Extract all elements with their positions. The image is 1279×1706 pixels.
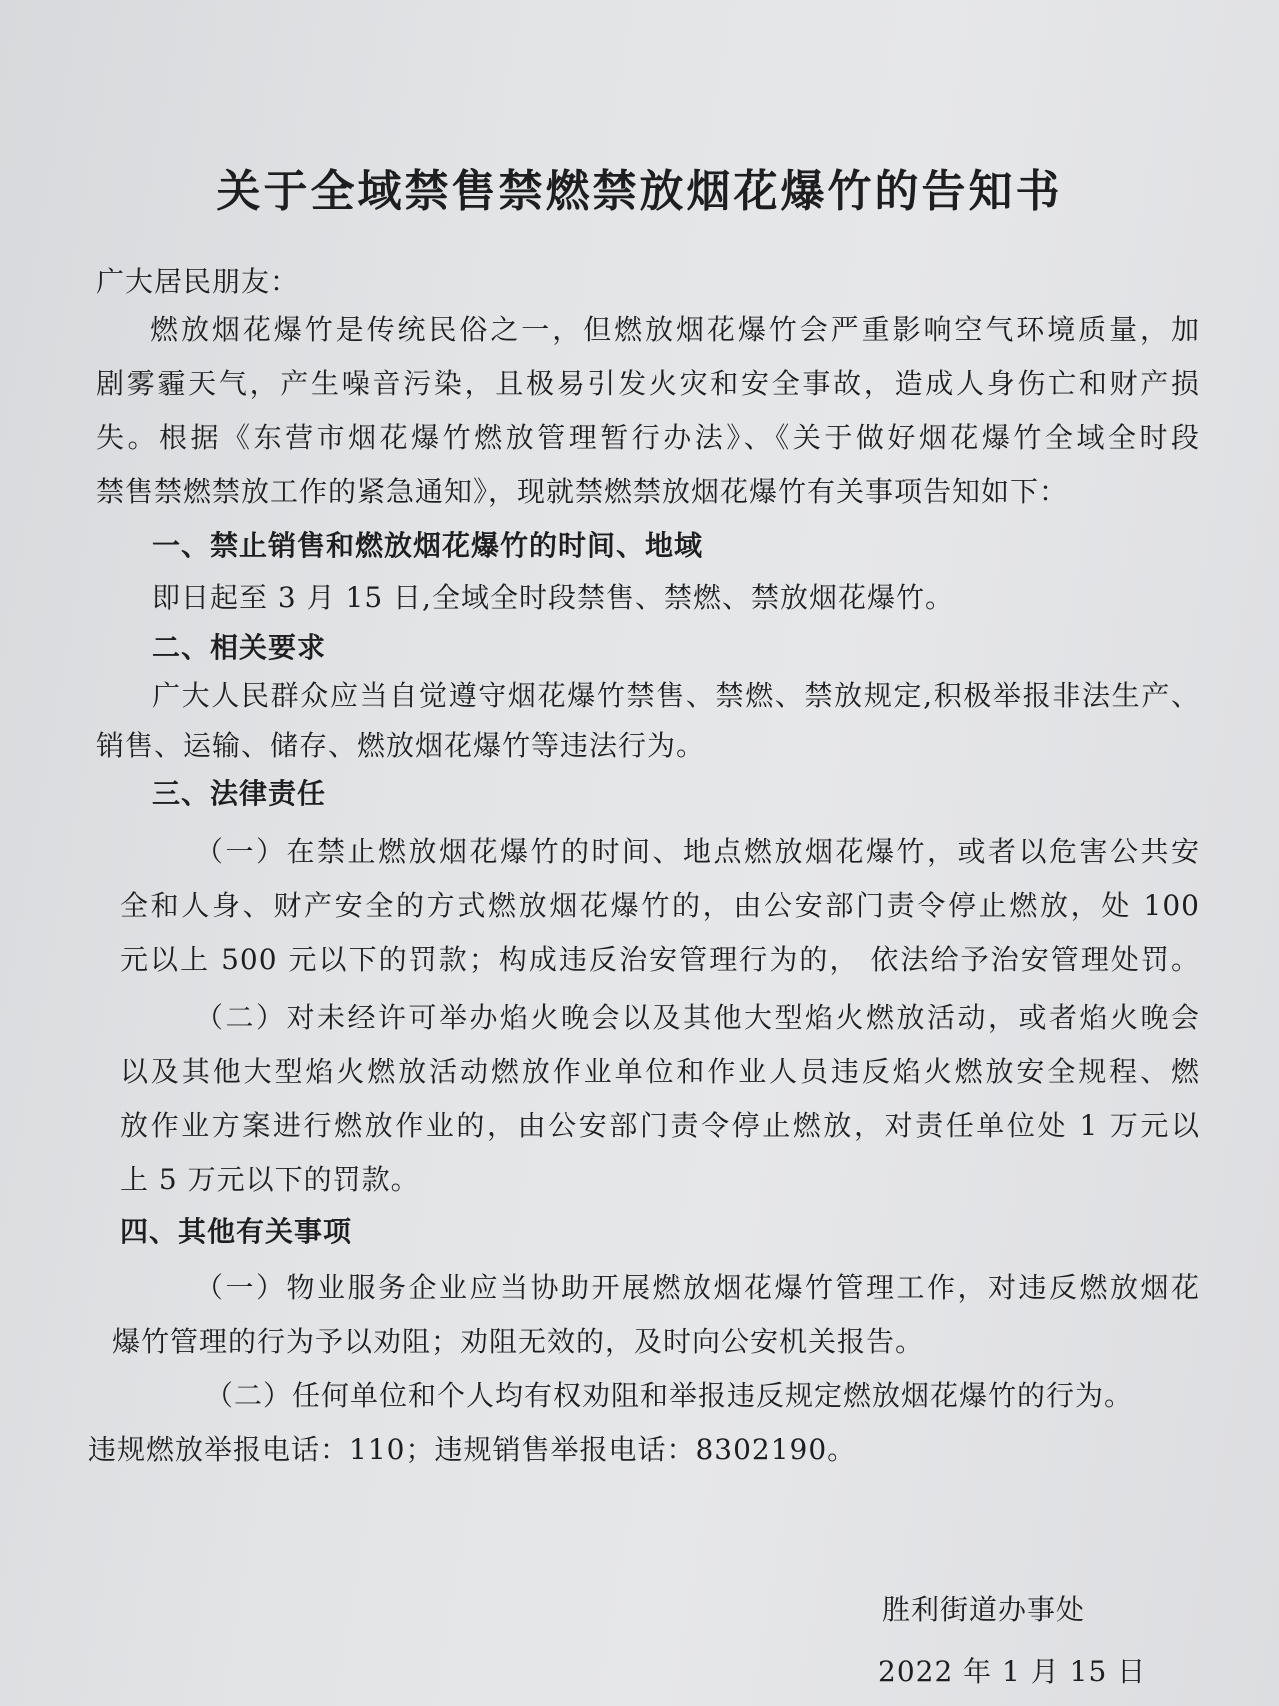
section-3-para-2-line-2: 以及其他大型焰火燃放活动燃放作业单位和作业人员违反焰火燃放安全规程、燃 <box>120 1055 1200 1088</box>
issue-date: 2022 年 1 月 15 日 <box>878 1655 1147 1688</box>
report-phone-line: 违规燃放举报电话：110；违规销售举报电话：8302190。 <box>88 1433 857 1466</box>
intro-line-1: 燃放烟花爆竹是传统民俗之一，但燃放烟花爆竹会严重影响空气环境质量，加 <box>150 313 1200 346</box>
section-2-line-1: 广大人民群众应当自觉遵守烟花爆竹禁售、禁燃、禁放规定,积极举报非法生产、 <box>152 679 1200 712</box>
section-3-para-2-line-3: 放作业方案进行燃放作业的，由公安部门责令停止燃放，对责任单位处 1 万元以 <box>120 1109 1200 1142</box>
section-4-para-2-line-1: （二）任何单位和个人均有权劝阻和举报违反规定燃放烟花爆竹的行为。 <box>205 1379 1134 1412</box>
section-1-heading: 一、禁止销售和燃放烟花爆竹的时间、地域 <box>152 529 704 562</box>
intro-line-4: 禁售禁燃禁放工作的紧急通知》，现就禁燃禁放烟花爆竹有关事项告知如下： <box>96 475 1069 508</box>
section-4-para-1-line-2: 爆竹管理的行为予以劝阻；劝阻无效的，及时向公安机关报告。 <box>112 1325 925 1358</box>
section-3-heading: 三、法律责任 <box>152 777 327 810</box>
issuing-office: 胜利街道办事处 <box>882 1593 1086 1626</box>
section-3-para-1-line-1: （一）在禁止燃放烟花爆竹的时间、地点燃放烟花爆竹，或者以危害公共安 <box>195 835 1200 868</box>
section-3-para-2-line-1: （二）对未经许可举办焰火晚会以及其他大型焰火燃放活动，或者焰火晚会 <box>195 1001 1200 1034</box>
section-4-para-1-line-1: （一）物业服务企业应当协助开展燃放烟花爆竹管理工作，对违反燃放烟花 <box>195 1271 1200 1304</box>
section-2-heading: 二、相关要求 <box>152 631 327 664</box>
section-3-para-1-line-2: 全和人身、财产安全的方式燃放烟花爆竹的，由公安部门责令停止燃放，处 100 <box>120 889 1200 922</box>
salutation: 广大居民朋友： <box>96 265 300 298</box>
section-2-line-2: 销售、运输、储存、燃放烟花爆竹等违法行为。 <box>96 729 706 762</box>
section-1-line-1: 即日起至 3 月 15 日,全域全时段禁售、禁燃、禁放烟花爆竹。 <box>152 581 954 614</box>
document-title: 关于全域禁售禁燃禁放烟花爆竹的告知书 <box>216 166 1063 217</box>
section-3-para-1-line-3: 元以上 500 元以下的罚款；构成违反治安管理行为的， 依法给予治安管理处罚。 <box>120 943 1200 976</box>
intro-line-2: 剧雾霾天气，产生噪音污染，且极易引发火灾和安全事故，造成人身伤亡和财产损 <box>96 367 1200 400</box>
section-3-para-2-line-4: 上 5 万元以下的罚款。 <box>120 1163 420 1196</box>
intro-line-3: 失。根据《东营市烟花爆竹燃放管理暂行办法》、《关于做好烟花爆竹全域全时段 <box>96 421 1200 454</box>
section-4-heading: 四、其他有关事项 <box>120 1215 353 1248</box>
